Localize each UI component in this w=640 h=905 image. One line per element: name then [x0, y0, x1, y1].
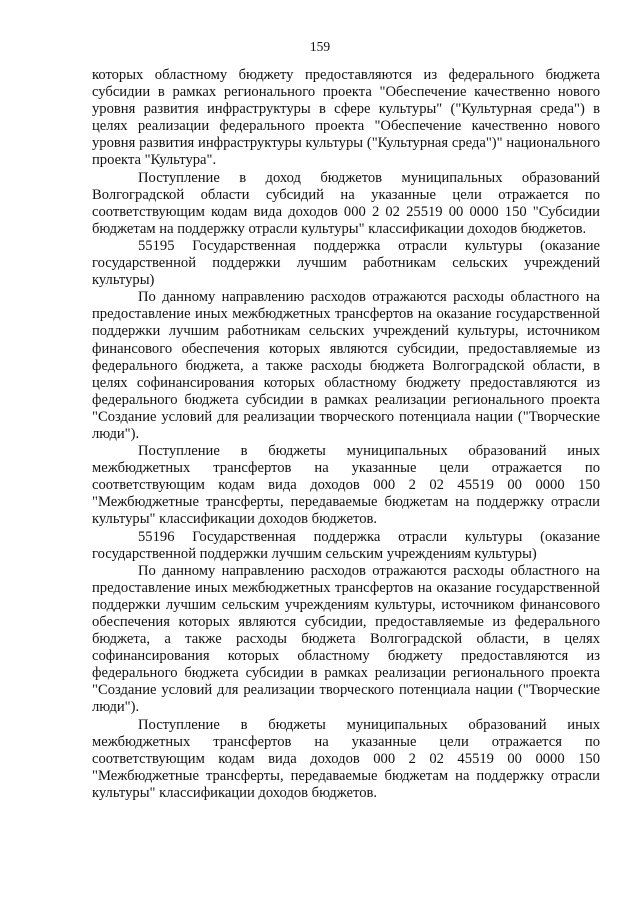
- paragraph-55196-expenses: По данному направлению расходов отражаются расходы областного на предоставление иных межбюджетных трансфертов на оказание государственной поддержки лучшим сельским учреждениям культуры, источником финансового обеспечения которых являются субсидии, предоставляемые из федерального бюджета, а также расходы бюджета Волгоградской области, в целях софинансирования которых областному бюджету предоставляются из федерального бюджета субсидии в рамках реализации регионального проекта "Создание условий для реализации творческого потенциала нации ("Творческие люди").: [92, 562, 600, 716]
- paragraph-55195-revenue: Поступление в бюджеты муниципальных образований иных межбюджетных трансфертов на указанные цели отражается по соответствующим кодам вида доходов 000 2 02 45519 00 0000 150 "Межбюджетные трансферты, передаваемые бюджетам на поддержку отрасли культуры" классификации доходов бюджетов.: [92, 443, 600, 528]
- paragraph-55196-revenue: Поступление в бюджеты муниципальных образований иных межбюджетных трансфертов на указанные цели отражается по соответствующим кодам вида доходов 000 2 02 45519 00 0000 150 "Межбюджетные трансферты, передаваемые бюджетам на поддержку отрасли культуры" классификации доходов бюджетов.: [92, 716, 600, 801]
- heading-55195: 55195 Государственная поддержка отрасли культуры (оказание государственной поддержки лучшим работникам сельских учреждений культуры): [92, 237, 600, 289]
- paragraph-55195-expenses: По данному направлению расходов отражаются расходы областного на предоставление иных межбюджетных трансфертов на оказание государственной поддержки лучшим работникам сельских учреждений культуры, источником финансового обеспечения которых являются субсидии, предоставляемые из федерального бюджета, а также расходы бюджета Волгоградской области, в целях софинансирования которых областному бюджету предоставляются из федерального бюджета субсидии в рамках реализации регионального проекта "Создание условий для реализации творческого потенциала нации ("Творческие люди").: [92, 289, 600, 442]
- document-body: [92, 67, 600, 802]
- heading-55196: 55196 Государственная поддержка отрасли культуры (оказание государственной поддержки лучшим сельским учреждениям культуры): [92, 528, 600, 562]
- page-number: 159: [309, 39, 331, 54]
- paragraph-revenue-subsidies: Поступление в доход бюджетов муниципальных образований Волгоградской области субсидий на указанные цели отражается по соответствующим кодам вида доходов 000 2 02 25519 00 0000 150 "Субсидии бюджетам на поддержку отрасли культуры" классификации доходов бюджетов.: [92, 169, 600, 237]
- paragraph-continuation: которых областному бюджету предоставляются из федерального бюджета субсидии в рамках регионального проекта "Обеспечение качественно нового уровня развития инфраструктуры в сфере культуры" ("Культурная среда") в целях реализации федерального проекта "Обеспечение качественно нового уровня развития инфраструктуры культуры ("Культурная среда")" национального проекта "Культура".: [92, 67, 600, 169]
